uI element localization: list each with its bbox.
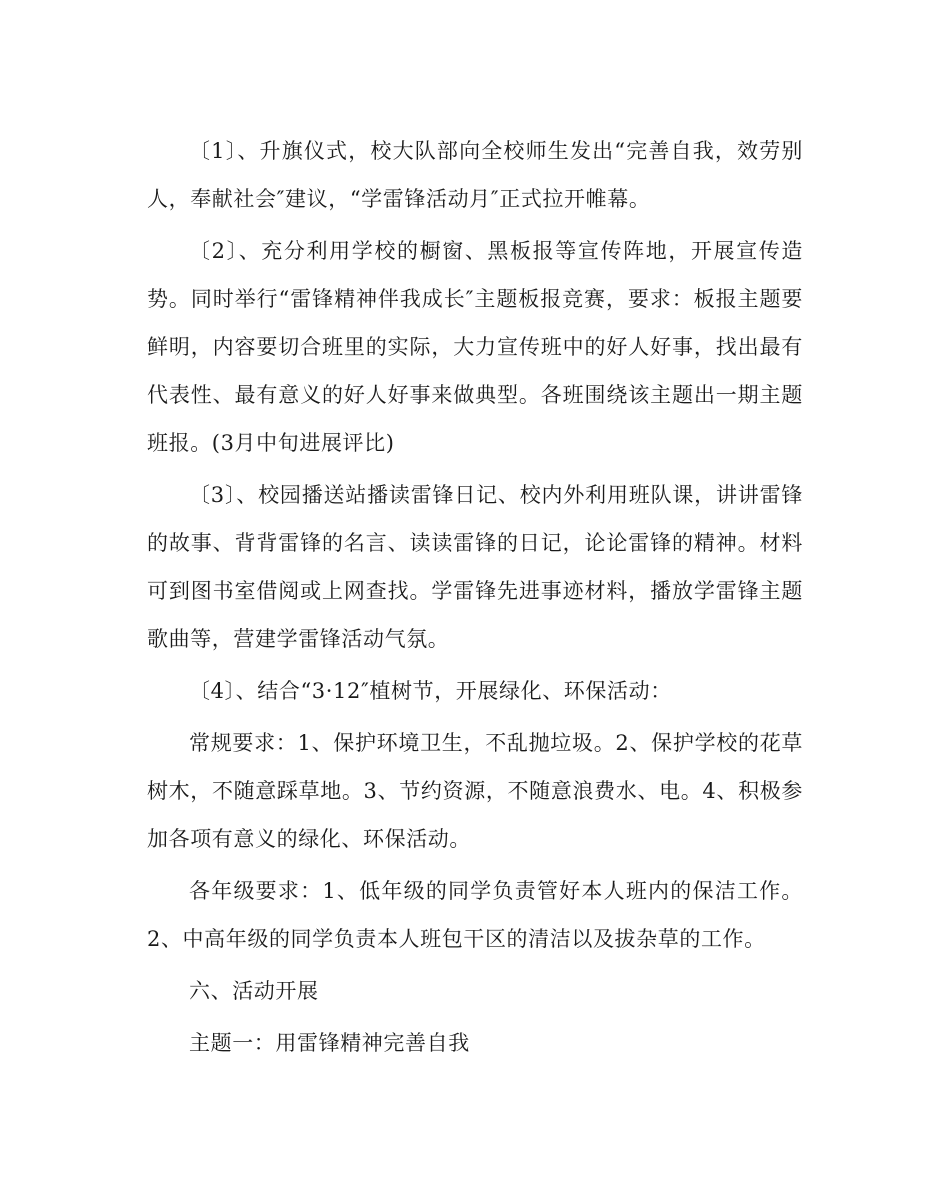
- theme-one-heading: 主题一：用雷锋精神完善自我: [189, 1031, 470, 1055]
- paragraph-grade-requirements: 各年级要求：1、低年级的同学负责管好本人班内的保洁工作。2、中高年级的同学负责本人班包干区的清洁以及拔杂草的工作。: [147, 879, 803, 951]
- section-heading-activities: 六、活动开展: [189, 979, 319, 1003]
- paragraph-general-requirements: 常规要求：1、保护环境卫生，不乱抛垃圾。2、保护学校的花草树木，不随意踩草地。3、节约资源，不随意浪费水、电。4、积极参加各项有意义的绿化、环保活动。: [147, 731, 803, 851]
- paragraph-flag-ceremony: 〔1〕、升旗仪式，校大队部向全校师生发出“完善自我，效劳别人，奉献社会″建议，“学雷锋活动月″正式拉开帷幕。: [147, 139, 803, 211]
- paragraph-publicity: 〔2〕、充分利用学校的橱窗、黑板报等宣传阵地，开展宣传造势。同时举行“雷锋精神伴我成长″主题板报竞赛，要求：板报主题要鲜明，内容要切合班里的实际，大力宣传班中的好人好事，找出最有代表性、最有意义的好人好事来做典型。各班围绕该主题出一期主题班报。(3月中旬进展评比): [147, 239, 803, 455]
- paragraph-arbor-day: 〔4〕、结合“3·12″植树节，开展绿化、环保活动：: [189, 679, 672, 703]
- document-body: [147, 127, 803, 1071]
- paragraph-broadcast: 〔3〕、校园播送站播读雷锋日记、校内外利用班队课，讲讲雷锋的故事、背背雷锋的名言、读读雷锋的日记，论论雷锋的精神。材料可到图书室借阅或上网查找。学雷锋先进事迹材料，播放学雷锋主题歌曲等，营建学雷锋活动气氛。: [147, 483, 803, 651]
